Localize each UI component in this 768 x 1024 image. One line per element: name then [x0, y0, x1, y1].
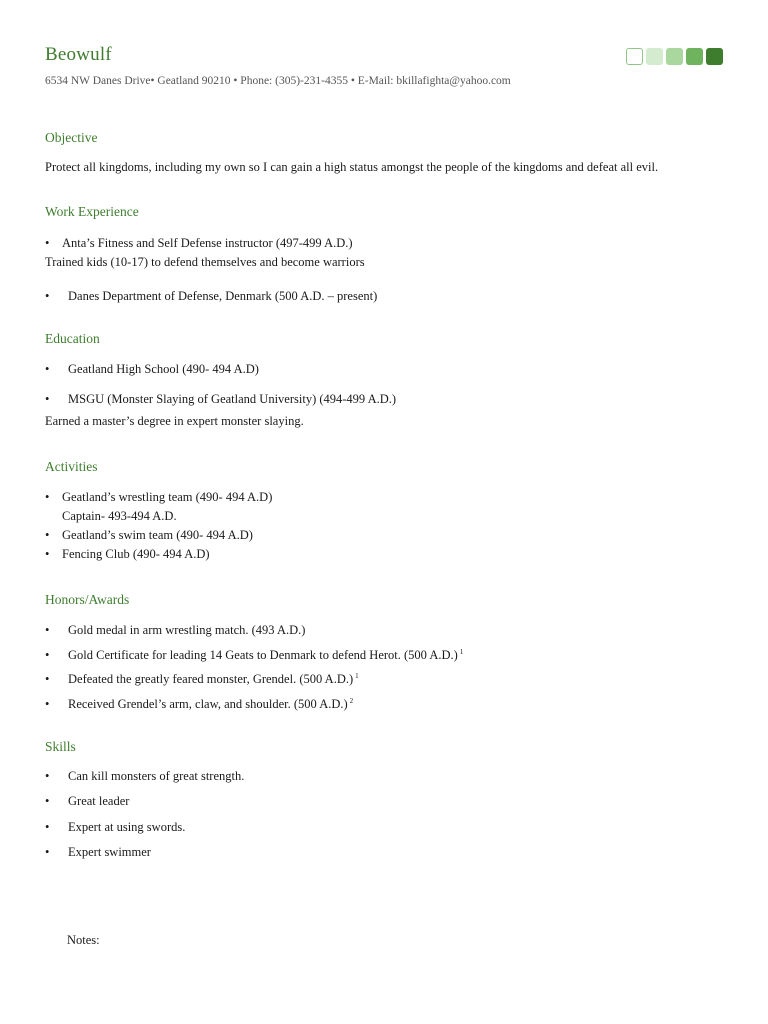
skill-item-leader: Great leader: [68, 794, 130, 808]
bullet-icon: •: [45, 697, 50, 711]
notes-label: Notes:: [67, 933, 100, 947]
bullet-icon: •: [45, 289, 50, 303]
swatch-3: [666, 48, 683, 65]
activity-item-wrestling: Geatland’s wrestling team (490- 494 A.D): [62, 490, 273, 504]
work-item-anta-detail: Trained kids (10-17) to defend themselves and become warriors: [45, 255, 365, 269]
education-item-msgu: MSGU (Monster Slaying of Geatland University) (494-499 A.D.): [68, 392, 397, 406]
contact-line: 6534 NW Danes Drive• Geatland 90210 • Phone: (305)-231-4355 • E-Mail: bkillafighta@yahoo.com: [45, 75, 511, 87]
bullet-icon: •: [45, 845, 50, 859]
education-item-msgu-detail: Earned a master’s degree in expert monster slaying.: [45, 414, 304, 428]
honor-item-gold-medal: Gold medal in arm wrestling match. (493 A.D.): [68, 623, 306, 637]
bullet-icon: •: [45, 769, 50, 783]
section-heading-work-experience: Work Experience: [45, 204, 139, 219]
activity-item-swim: Geatland’s swim team (490- 494 A.D): [62, 528, 253, 542]
honor-item-defeated-grendel-text: Defeated the greatly feared monster, Grendel. (500 A.D.): [68, 672, 354, 686]
section-heading-skills: Skills: [45, 739, 76, 754]
section-heading-activities: Activities: [45, 459, 98, 474]
bullet-icon: •: [45, 547, 50, 561]
section-heading-education: Education: [45, 331, 100, 346]
bullet-icon: •: [45, 392, 50, 406]
education-item-high-school: Geatland High School (490- 494 A.D): [68, 362, 259, 376]
bullet-icon: •: [45, 820, 50, 834]
footnote-marker: 1: [355, 672, 359, 680]
footnote-marker: 2: [349, 697, 354, 705]
swatch-4: [686, 48, 703, 65]
activity-item-wrestling-detail: Captain- 493-494 A.D.: [62, 509, 177, 523]
footnote-marker: 1: [459, 648, 464, 656]
skill-item-swimmer: Expert swimmer: [68, 845, 151, 859]
honor-item-grendel-arm: [68, 697, 353, 712]
swatch-5: [706, 48, 723, 65]
bullet-icon: •: [45, 648, 50, 662]
honor-item-gold-certificate: [68, 648, 463, 663]
honor-item-defeated-grendel: [68, 672, 359, 687]
skill-item-kill-monsters: Can kill monsters of great strength.: [68, 769, 245, 783]
objective-text: Protect all kingdoms, including my own so I can gain a high status amongst the people of the kingdoms and defeat all evil.: [45, 160, 659, 174]
section-heading-honors: Honors/Awards: [45, 592, 130, 607]
bullet-icon: •: [45, 236, 50, 250]
bullet-icon: •: [45, 623, 50, 637]
resume-name: Beowulf: [45, 44, 112, 65]
activity-item-fencing: Fencing Club (490- 494 A.D): [62, 547, 210, 561]
bullet-icon: •: [45, 794, 50, 808]
skill-item-swords: Expert at using swords.: [68, 820, 186, 834]
bullet-icon: •: [45, 362, 50, 376]
work-item-anta: Anta’s Fitness and Self Defense instructor (497-499 A.D.): [62, 236, 353, 250]
work-item-danes: Danes Department of Defense, Denmark (500 A.D. – present): [68, 289, 378, 303]
swatch-2: [646, 48, 663, 65]
bullet-icon: •: [45, 490, 50, 504]
color-swatch-strip: [626, 48, 723, 65]
section-heading-objective: Objective: [45, 130, 98, 145]
bullet-icon: •: [45, 528, 50, 542]
honor-item-grendel-arm-text: Received Grendel’s arm, claw, and shoulder. (500 A.D.): [68, 697, 348, 711]
swatch-1: [626, 48, 643, 65]
bullet-icon: •: [45, 672, 50, 686]
honor-item-gold-certificate-text: Gold Certificate for leading 14 Geats to Denmark to defend Herot. (500 A.D.): [68, 648, 458, 662]
